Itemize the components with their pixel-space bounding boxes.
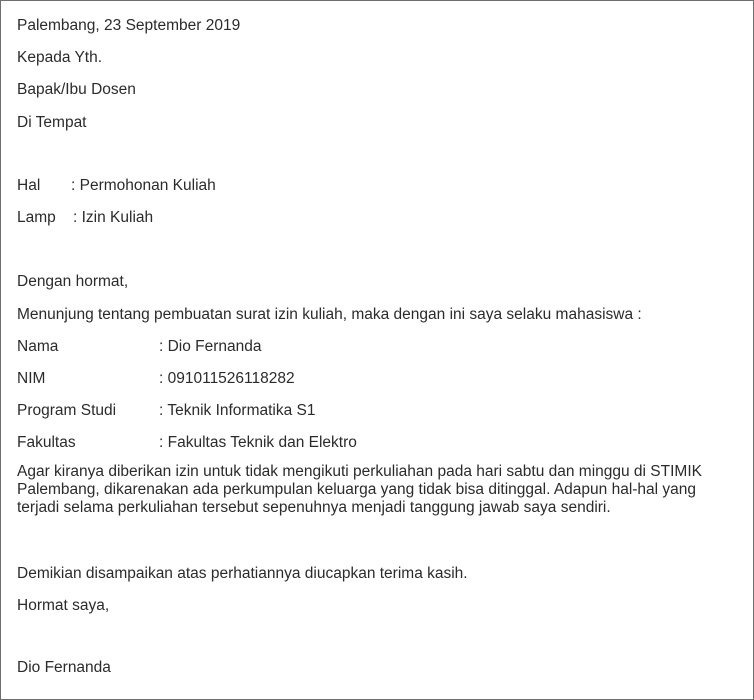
lamp-label: Lamp [17, 209, 56, 226]
intro-paragraph: Menunjung tentang pembuatan surat izin kuliah, maka dengan ini saya selaku mahasiswa : [17, 306, 642, 323]
field-label: Program Studi [17, 402, 117, 419]
field-value: : Teknik Informatika S1 [159, 402, 316, 419]
field-row-nim [17, 370, 295, 388]
lamp-value: : Izin Kuliah [73, 209, 154, 226]
place-date: Palembang, 23 September 2019 [17, 17, 241, 34]
recipient-line-2: Bapak/Ibu Dosen [17, 81, 136, 98]
field-label: NIM [17, 370, 46, 387]
field-label: Fakultas [17, 434, 76, 451]
field-row-nama [17, 338, 262, 356]
closing-statement: Demikian disampaikan atas perhatiannya diucapkan terima kasih. [17, 565, 468, 582]
recipient-line-3: Di Tempat [17, 114, 87, 131]
field-row-fakultas [17, 434, 357, 452]
body-paragraph: Agar kiranya diberikan izin untuk tidak mengikuti perkuliahan pada hari sabtu dan minggu di STIMIK Palembang, dikarenakan ada perkumpulan keluarga yang tidak bisa ditinggal. Adapun hal-hal yang terjadi selama perkuliahan tersebut sepenuhnya menjadi tanggung jawab saya sendiri. [17, 463, 702, 516]
hal-value: : Permohonan Kuliah [71, 177, 216, 194]
signature-name: Dio Fernanda [17, 659, 111, 676]
field-value: : Dio Fernanda [159, 338, 262, 355]
lamp-row [17, 209, 153, 227]
greeting: Dengan hormat, [17, 273, 129, 290]
field-value: : Fakultas Teknik dan Elektro [159, 434, 357, 451]
hal-label: Hal [17, 177, 41, 194]
recipient-line-1: Kepada Yth. [17, 49, 103, 66]
field-row-program-studi [17, 402, 316, 420]
field-label: Nama [17, 338, 59, 355]
field-value: : 091011526118282 [159, 370, 295, 387]
hal-row [17, 177, 216, 195]
closing: Hormat saya, [17, 597, 110, 614]
